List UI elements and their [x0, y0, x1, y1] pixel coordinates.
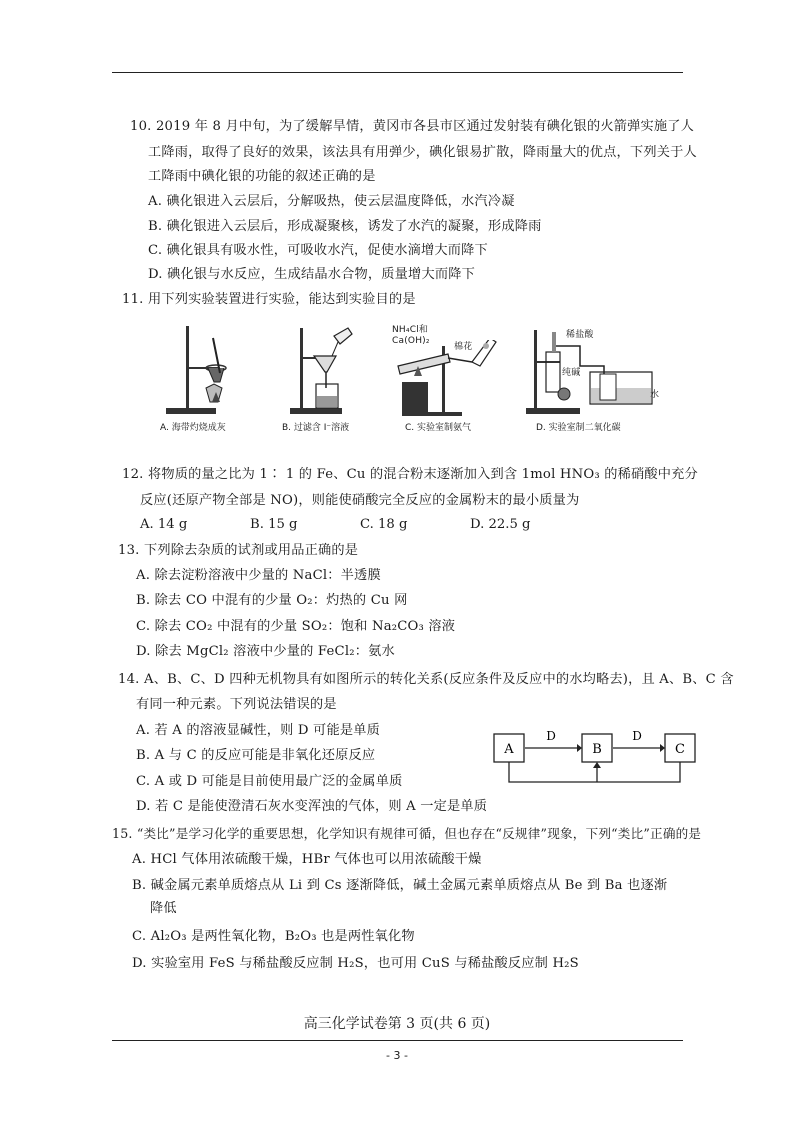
q14-option-b: B. A 与 C 的反应可能是非氧化还原反应 [136, 748, 376, 763]
q14-option-a: A. 若 A 的溶液显碱性，则 D 可能是单质 [136, 723, 380, 738]
diagram-arrow2-label: D [632, 729, 642, 743]
q12-option-a: A. 14 g [140, 517, 188, 532]
apparatus-c-label-cotton: 棉花 [454, 342, 473, 352]
apparatus-d-label-soda: 纯碱 [562, 368, 581, 378]
diagram-arrow1-label: D [546, 729, 556, 743]
page-footer: 高三化学试卷第 3 页(共 6 页) [303, 1016, 491, 1032]
q10-stem-line2: 工降雨，取得了良好的效果，该法具有用弹少，碘化银易扩散，降雨量大的优点，下列关于人 [148, 145, 697, 160]
q15-option-c: C. Al₂O₃ 是两性氧化物，B₂O₃ 也是两性氧化物 [132, 929, 415, 944]
diagram-label-c: C [675, 742, 685, 757]
q13-option-b: B. 除去 CO 中混有的少量 O₂：灼热的 Cu 网 [136, 593, 408, 608]
apparatus-c-ammonia [392, 340, 502, 420]
q13-stem: 13. 下列除去杂质的试剂或用品正确的是 [118, 543, 359, 558]
q15-option-a: A. HCl 气体用浓硫酸干燥，HBr 气体也可以用浓硫酸干燥 [132, 852, 482, 867]
q10-option-a: A. 碘化银进入云层后，分解吸热，使云层温度降低，水汽冷凝 [148, 194, 515, 209]
q15-option-d: D. 实验室用 FeS 与稀盐酸反应制 H₂S，也可用 CuS 与稀盐酸反应制 H₂S [132, 956, 579, 971]
q15-option-b-line1: B. 碱金属元素单质熔点从 Li 到 Cs 逐渐降低，碱土金属元素单质熔点从 Be 到 Ba 也逐渐 [132, 878, 668, 893]
q15-option-b-line2: 降低 [150, 901, 177, 916]
apparatus-c-caption: C. 实验室制氨气 [405, 423, 472, 433]
apparatus-d-label-acid: 稀盐酸 [566, 330, 594, 340]
q10-option-d: D. 碘化银与水反应，生成结晶水合物，质量增大而降下 [148, 267, 475, 282]
top-rule [112, 72, 683, 73]
q14-transformation-diagram [493, 722, 703, 792]
q11-stem: 11. 用下列实验装置进行实验，能达到实验目的是 [122, 292, 416, 307]
apparatus-b-caption: B. 过滤含 I⁻溶液 [282, 423, 350, 433]
q14-stem-line2: 有同一种元素。下列说法错误的是 [136, 697, 337, 712]
q12-stem-line1: 12. 将物质的量之比为 1∶ 1 的 Fe、Cu 的混合粉末逐渐加入到含 1mol HNO₃ 的稀硝酸中充分 [122, 467, 698, 482]
q15-stem: 15. “类比”是学习化学的重要思想，化学知识有规律可循，但也存在“反规律”现象，下列“类比”正确的是 [112, 826, 702, 841]
diagram-label-b: B [592, 742, 602, 757]
q12-option-b: B. 15 g [250, 517, 298, 532]
q13-option-a: A. 除去淀粉溶液中少量的 NaCl：半透膜 [136, 568, 381, 583]
diagram-label-a: A [504, 742, 514, 757]
q13-option-c: C. 除去 CO₂ 中混有的少量 SO₂：饱和 Na₂CO₃ 溶液 [136, 619, 456, 634]
bottom-rule [112, 1040, 683, 1041]
q12-options [0, 516, 794, 534]
apparatus-a-ignition [158, 318, 238, 418]
q13-option-d: D. 除去 MgCl₂ 溶液中少量的 FeCl₂：氨水 [136, 644, 395, 659]
page-number: - 3 - [386, 1049, 408, 1062]
q14-option-d: D. 若 C 是能使澄清石灰水变浑浊的气体，则 A 一定是单质 [136, 799, 488, 814]
apparatus-c-label-caoh2: Ca(OH)₂ [392, 336, 430, 346]
apparatus-d-caption: D. 实验室制二氧化碳 [536, 423, 621, 433]
apparatus-c-label-nh4cl: NH₄Cl和 [392, 325, 429, 335]
apparatus-d-label-water: 水 [650, 390, 660, 400]
q10-stem-line1: 10. 2019 年 8 月中旬，为了缓解旱情，黄冈市各县市区通过发射装有碘化银的火箭弹实施了人 [130, 119, 695, 134]
q12-option-c: C. 18 g [360, 517, 408, 532]
apparatus-a-caption: A. 海带灼烧成灰 [160, 423, 226, 433]
q10-stem-line3: 工降雨中碘化银的功能的叙述正确的是 [148, 169, 376, 184]
q14-stem-line1: 14. A、B、C、D 四种无机物具有如图所示的转化关系(反应条件及反应中的水均略去)，且 A、B、C 含 [118, 672, 734, 687]
q12-stem-line2: 反应(还原产物全部是 NO)，则能使硝酸完全反应的金属粉末的最小质量为 [140, 493, 580, 508]
q12-option-d: D. 22.5 g [470, 517, 531, 532]
q10-option-c: C. 碘化银具有吸水性，可吸收水汽，促使水滴增大而降下 [148, 243, 488, 258]
q14-option-c: C. A 或 D 可能是目前使用最广泛的金属单质 [136, 774, 403, 789]
q10-option-b: B. 碘化银进入云层后，形成凝聚核，诱发了水汽的凝聚，形成降雨 [148, 219, 542, 234]
apparatus-b-filtration [278, 318, 358, 418]
